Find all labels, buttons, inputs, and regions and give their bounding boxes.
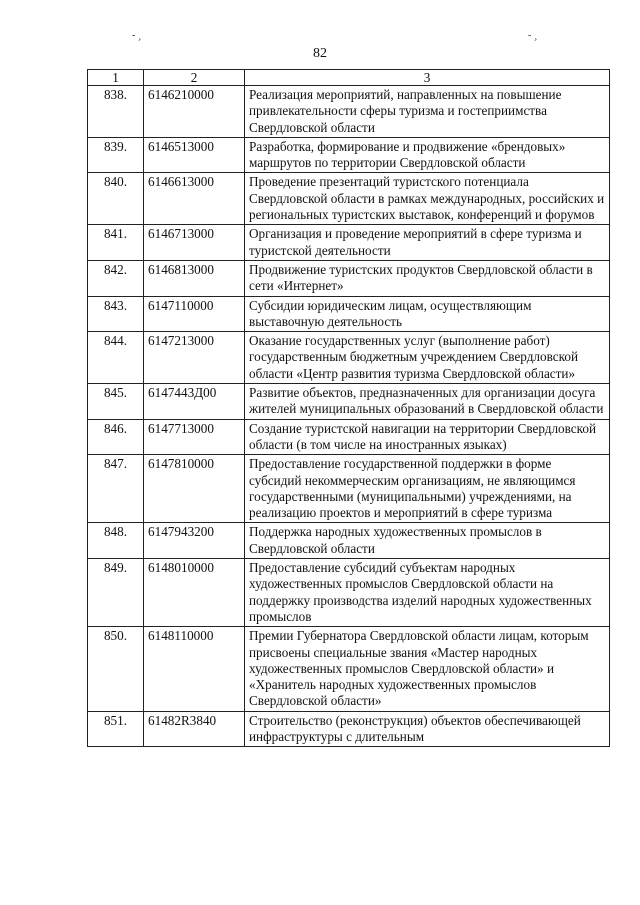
- row-number: 850.: [88, 627, 144, 711]
- scan-mark-right: - ¸: [528, 30, 538, 41]
- row-number: 846.: [88, 419, 144, 455]
- row-number: 842.: [88, 260, 144, 296]
- row-description: Проведение презентаций туристского потенциала Свердловской области в рамках международных, российских и региональных туристских выставок, конференций и форумов: [245, 173, 610, 225]
- row-code: 61482R3840: [144, 711, 245, 747]
- row-description: Оказание государственных услуг (выполнение работ) государственным бюджетным учреждением Свердловской области «Центр развития туризма Свердловской области»: [245, 332, 610, 384]
- table-row: [88, 173, 610, 225]
- row-number: 847.: [88, 455, 144, 523]
- row-code: 6146210000: [144, 86, 245, 138]
- table-row: [88, 384, 610, 420]
- row-code: 6146813000: [144, 260, 245, 296]
- row-description: Строительство (реконструкция) объектов обеспечивающей инфраструктуры с длительным: [245, 711, 610, 747]
- table-row: [88, 627, 610, 711]
- budget-classification-table: [87, 69, 610, 747]
- row-description: Премии Губернатора Свердловской области лицам, которым присвоены специальные звания «Мастер народных художественных промыслов Свердловской области» и «Хранитель народных художественных промыслов Свердловской области»: [245, 627, 610, 711]
- row-description: Продвижение туристских продуктов Свердловской области в сети «Интернет»: [245, 260, 610, 296]
- row-description: Реализация мероприятий, направленных на повышение привлекательности сферы туризма и гостеприимства Свердловской области: [245, 86, 610, 138]
- row-description: Предоставление субсидий субъектам народных художественных промыслов Свердловской области на поддержку производства изделий народных художественных промыслов: [245, 559, 610, 627]
- row-code: 6147443Д00: [144, 384, 245, 420]
- row-code: 6147810000: [144, 455, 245, 523]
- table-row: [88, 137, 610, 173]
- row-description: Предоставление государственной поддержки в форме субсидий некоммерческим организациям, не являющимся государственными (муниципальными) учреждениями, на реализацию проектов и мероприятий в сфере туризма: [245, 455, 610, 523]
- column-header-description: 3: [245, 70, 610, 86]
- row-number: 839.: [88, 137, 144, 173]
- column-header-number: 1: [88, 70, 144, 86]
- row-number: 841.: [88, 225, 144, 261]
- row-number: 838.: [88, 86, 144, 138]
- table-header-row: [88, 70, 610, 86]
- row-number: 851.: [88, 711, 144, 747]
- table-row: [88, 260, 610, 296]
- row-code: 6146613000: [144, 173, 245, 225]
- table-row: [88, 86, 610, 138]
- row-code: 6148010000: [144, 559, 245, 627]
- row-code: 6147213000: [144, 332, 245, 384]
- row-description: Поддержка народных художественных промыслов в Свердловской области: [245, 523, 610, 559]
- row-code: 6148110000: [144, 627, 245, 711]
- row-number: 843.: [88, 296, 144, 332]
- row-number: 840.: [88, 173, 144, 225]
- table-row: [88, 711, 610, 747]
- row-description: Субсидии юридическим лицам, осуществляющим выставочную деятельность: [245, 296, 610, 332]
- table-row: [88, 419, 610, 455]
- row-code: 6147943200: [144, 523, 245, 559]
- table-row: [88, 332, 610, 384]
- row-number: 844.: [88, 332, 144, 384]
- row-number: 849.: [88, 559, 144, 627]
- table-row: [88, 523, 610, 559]
- scan-mark-left: - ¸: [132, 30, 142, 41]
- row-number: 848.: [88, 523, 144, 559]
- table-row: [88, 455, 610, 523]
- row-description: Создание туристской навигации на территории Свердловской области (в том числе на иностранных языках): [245, 419, 610, 455]
- row-code: 6147713000: [144, 419, 245, 455]
- table-row: [88, 296, 610, 332]
- row-code: 6146513000: [144, 137, 245, 173]
- table-row: [88, 225, 610, 261]
- row-description: Организация и проведение мероприятий в сфере туризма и туристской деятельности: [245, 225, 610, 261]
- row-number: 845.: [88, 384, 144, 420]
- column-header-code: 2: [144, 70, 245, 86]
- row-code: 6146713000: [144, 225, 245, 261]
- row-code: 6147110000: [144, 296, 245, 332]
- page-number: 82: [313, 46, 327, 61]
- table-row: [88, 559, 610, 627]
- row-description: Развитие объектов, предназначенных для организации досуга жителей муниципальных образований в Свердловской области: [245, 384, 610, 420]
- row-description: Разработка, формирование и продвижение «брендовых» маршрутов по территории Свердловской области: [245, 137, 610, 173]
